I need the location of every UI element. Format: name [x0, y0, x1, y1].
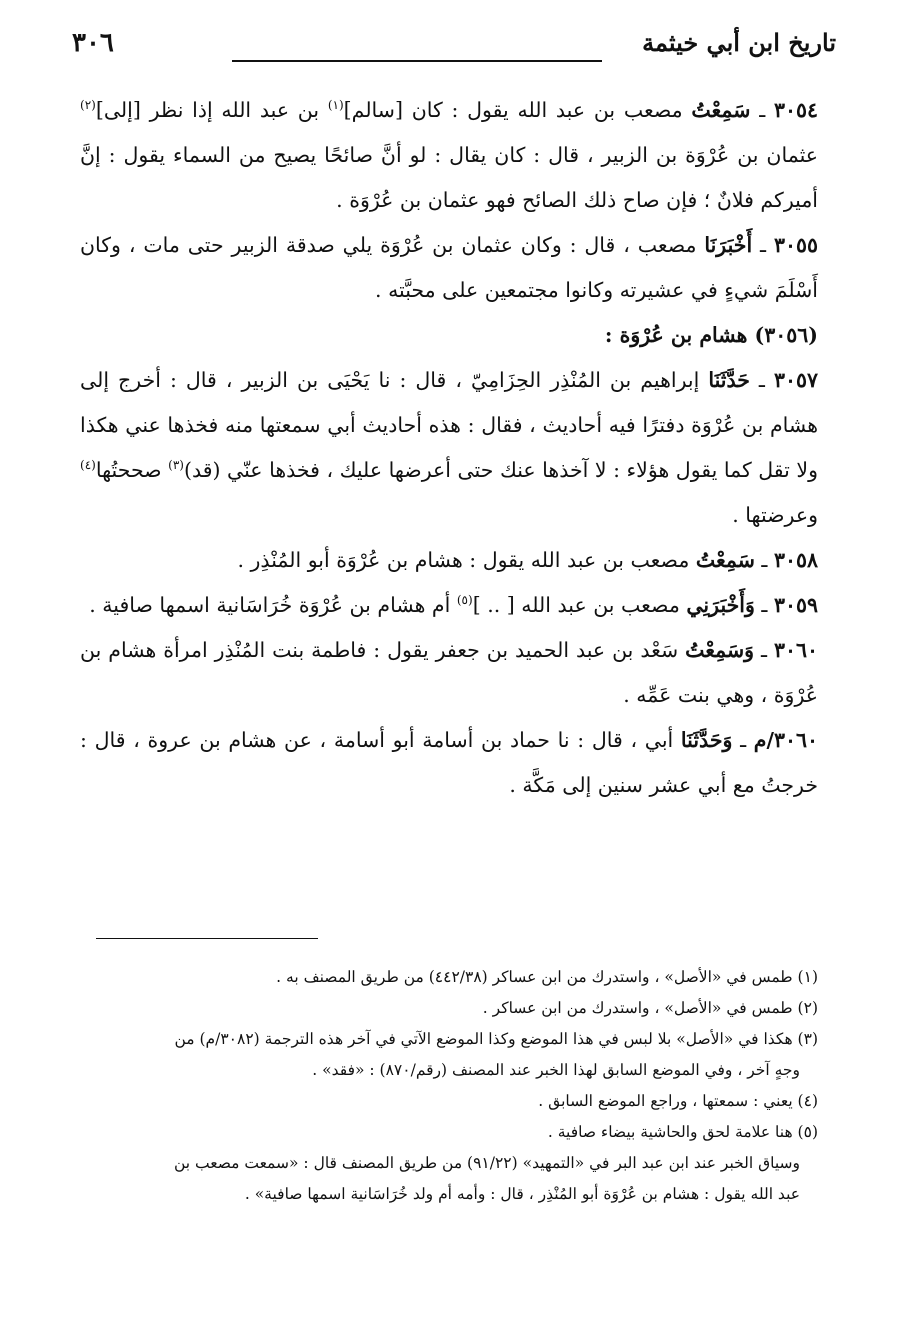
entry-text: بن عبد الله إذا نظر [إلى]: [95, 98, 320, 122]
entry-3055: ٣٠٥٥ ـ أَخْبَرَنَا مصعب ، قال : وكان عثمان بن عُرْوَة يلي صدقة الزبير حتى مات ، وكان أَسْلَمَ شيءٍ في عشيرته وكانوا مجتمعين على محبَّته .: [80, 233, 818, 302]
entry-number: ٣٠٥٩: [773, 593, 818, 617]
entry-3060m: ٣٠٦٠/م ـ وَحَدَّثَنَا أبي ، قال : نا حماد بن أسامة أبو أسامة ، عن هشام بن عروة ، قال : خرجتُ مع أبي عشر سنين إلى مَكَّة .: [80, 728, 818, 797]
entry-text: صححتُها: [95, 458, 162, 482]
footnote-separator: [96, 938, 318, 939]
entry-text: إبراهيم بن المُنْذِر الحِزَامِيّ ، قال : نا يَحْيَى بن الزبير ، قال : أخرج إلى هشام بن عُرْوَة دفترًا فيه أحاديث ، فقال : هذه أحاديث أبي سمعتها منه فخذها عني هكذا ولا تقل كما يقول هؤلاء : لا آخذها عنك حتى أعرضها عليك ، فخذها عنّي (قد): [80, 368, 818, 482]
footnote-3-continued: وجهٍ آخر ، وفي الموضع السابق لهذا الخبر عند المصنف (رقم/٨٧٠) : «فقد» .: [312, 1061, 800, 1079]
entry-3054: ٣٠٥٤ ـ سَمِعْتُ مصعب بن عبد الله يقول : كان [سالم]$^{(١)}$ بن عبد الله إذا نظر [إلى]$^{(٢)}$ عثمان بن عُرْوَة بن الزبير ، قال : كان يقال : لو أنَّ صائحًا يصيح من السماء يقول : إنَّ أميركم فلانٌ ؛ فإن صاح ذلك الصائح فهو عثمان بن عُرْوَة .: [80, 98, 818, 212]
entry-text: أم هشام بن عُرْوَة خُرَاسَانية اسمها صافية .: [89, 593, 451, 617]
footnote-ref: (١): [327, 98, 344, 113]
entry-number: ٣٠٥٥: [773, 233, 818, 257]
entry-number: ٣٠٦٠: [773, 638, 818, 662]
entry-text: مصعب بن عبد الله يقول : هشام بن عُرْوَة أبو المُنْذِر .: [237, 548, 690, 572]
footnote-5-note-continued: عبد الله يقول : هشام بن عُرْوَة أبو المُنْذِر ، قال : وأمه أم ولد خُرَاسَانية اسمها صافية» .: [244, 1185, 800, 1203]
transmission-verb: أَخْبَرَنَا: [704, 233, 753, 257]
footnote-1: (١) طمس في «الأصل» ، واستدرك من ابن عساكر (٤٤٢/٣٨) من طريق المصنف به .: [276, 968, 818, 986]
book-title: تاريخ ابن أبي خيثمة: [642, 28, 836, 57]
entry-3058: ٣٠٥٨ ـ سَمِعْتُ مصعب بن عبد الله يقول : هشام بن عُرْوَة أبو المُنْذِر .: [237, 548, 818, 572]
transmission-verb: سَمِعْتُ: [695, 548, 755, 572]
transmission-verb: حَدَّثَنَا: [708, 368, 750, 392]
footnote-3: (٣) هكذا في «الأصل» بلا لبس في هذا الموضع وكذا الموضع الآتي في آخر هذه الترجمة (٣٠٨٢/م) من: [174, 1030, 818, 1048]
entry-text: مصعب ، قال : وكان عثمان بن عُرْوَة يلي صدقة الزبير حتى مات ، وكان أَسْلَمَ شيءٍ في عشيرته وكانوا مجتمعين على محبَّته .: [80, 233, 818, 302]
entry-text: وعرضتها .: [732, 503, 818, 527]
header-rule: [232, 60, 602, 62]
entry-text: أبي ، قال : نا حماد بن أسامة أبو أسامة ، عن هشام بن عروة ، قال : خرجتُ مع أبي عشر سنين إلى مَكَّة .: [80, 728, 818, 797]
transmission-verb: سَمِعْتُ: [691, 98, 751, 122]
entry-number: ٣٠٥٨: [773, 548, 818, 572]
entry-number: ٣٠٦٠/م: [753, 728, 818, 752]
main-text: [80, 88, 818, 808]
entry-text: مصعب بن عبد الله يقول : كان [سالم]: [343, 98, 683, 122]
entry-3057: ٣٠٥٧ ـ حَدَّثَنَا إبراهيم بن المُنْذِر الحِزَامِيّ ، قال : نا يَحْيَى بن الزبير ، قال : أخرج إلى هشام بن عُرْوَة دفترًا فيه أحاديث ، فقال : هذه أحاديث أبي سمعتها منه فخذها عني هكذا ولا تقل كما يقول هؤلاء : لا آخذها عنك حتى أعرضها عليك ، فخذها عنّي (قد)$^{(٣)}$ صححتُها$^{(٤)}$ وعرضتها .: [80, 368, 818, 527]
page-header: [72, 28, 836, 72]
transmission-verb: وَسَمِعْتُ: [685, 638, 755, 662]
footnote-ref: (٤): [80, 458, 96, 473]
transmission-verb: وَحَدَّثَنَا: [680, 728, 733, 752]
transmission-verb: وَأَخْبَرَنِي: [686, 593, 755, 617]
footnote-5-note: وسياق الخبر عند ابن عبد البر في «التمهيد» (٩١/٢٢) من طريق المصنف قال : «سمعت مصعب بن: [173, 1154, 800, 1172]
footnote-5: (٥) هنا علامة لحق والحاشية بيضاء صافية .: [547, 1123, 818, 1141]
page-number: ٣٠٦: [72, 28, 114, 58]
footnote-ref: (٣): [168, 458, 184, 473]
entry-number: ٣٠٥٧: [773, 368, 818, 392]
entry-3060: ٣٠٦٠ ـ وَسَمِعْتُ سَعْد بن عبد الحميد بن جعفر يقول : فاطمة بنت المُنْذِر امرأة هشام بن عُرْوَة ، وهي بنت عَمِّه .: [80, 638, 818, 707]
entry-text: عثمان بن عُرْوَة بن الزبير ، قال : كان يقال : لو أنَّ صائحًا يصيح من السماء يقول : إنَّ أميركم فلانٌ ؛ فإن صاح ذلك الصائح فهو عثمان بن عُرْوَة .: [80, 143, 818, 212]
footnote-4: (٤) يعني : سمعتها ، وراجع الموضع السابق .: [538, 1092, 818, 1110]
footnotes: [84, 962, 818, 1210]
entry-number: ٣٠٥٤: [773, 98, 818, 122]
entry-text: سَعْد بن عبد الحميد بن جعفر يقول : فاطمة بنت المُنْذِر امرأة هشام بن عُرْوَة ، وهي بنت عَمِّه .: [80, 638, 818, 707]
entry-text: مصعب بن عبد الله [ .. ]: [472, 593, 680, 617]
section-heading: (٣٠٥٦) هشام بن عُرْوَة :: [604, 323, 818, 347]
footnote-ref: (٥): [456, 593, 473, 608]
footnote-2: (٢) طمس في «الأصل» ، واستدرك من ابن عساكر .: [482, 999, 818, 1017]
entry-3059: ٣٠٥٩ ـ وَأَخْبَرَنِي مصعب بن عبد الله [ .. ]$^{(٥)}$ أم هشام بن عُرْوَة خُرَاسَانية اسمها صافية .: [89, 593, 818, 617]
footnote-ref: (٢): [80, 98, 96, 113]
